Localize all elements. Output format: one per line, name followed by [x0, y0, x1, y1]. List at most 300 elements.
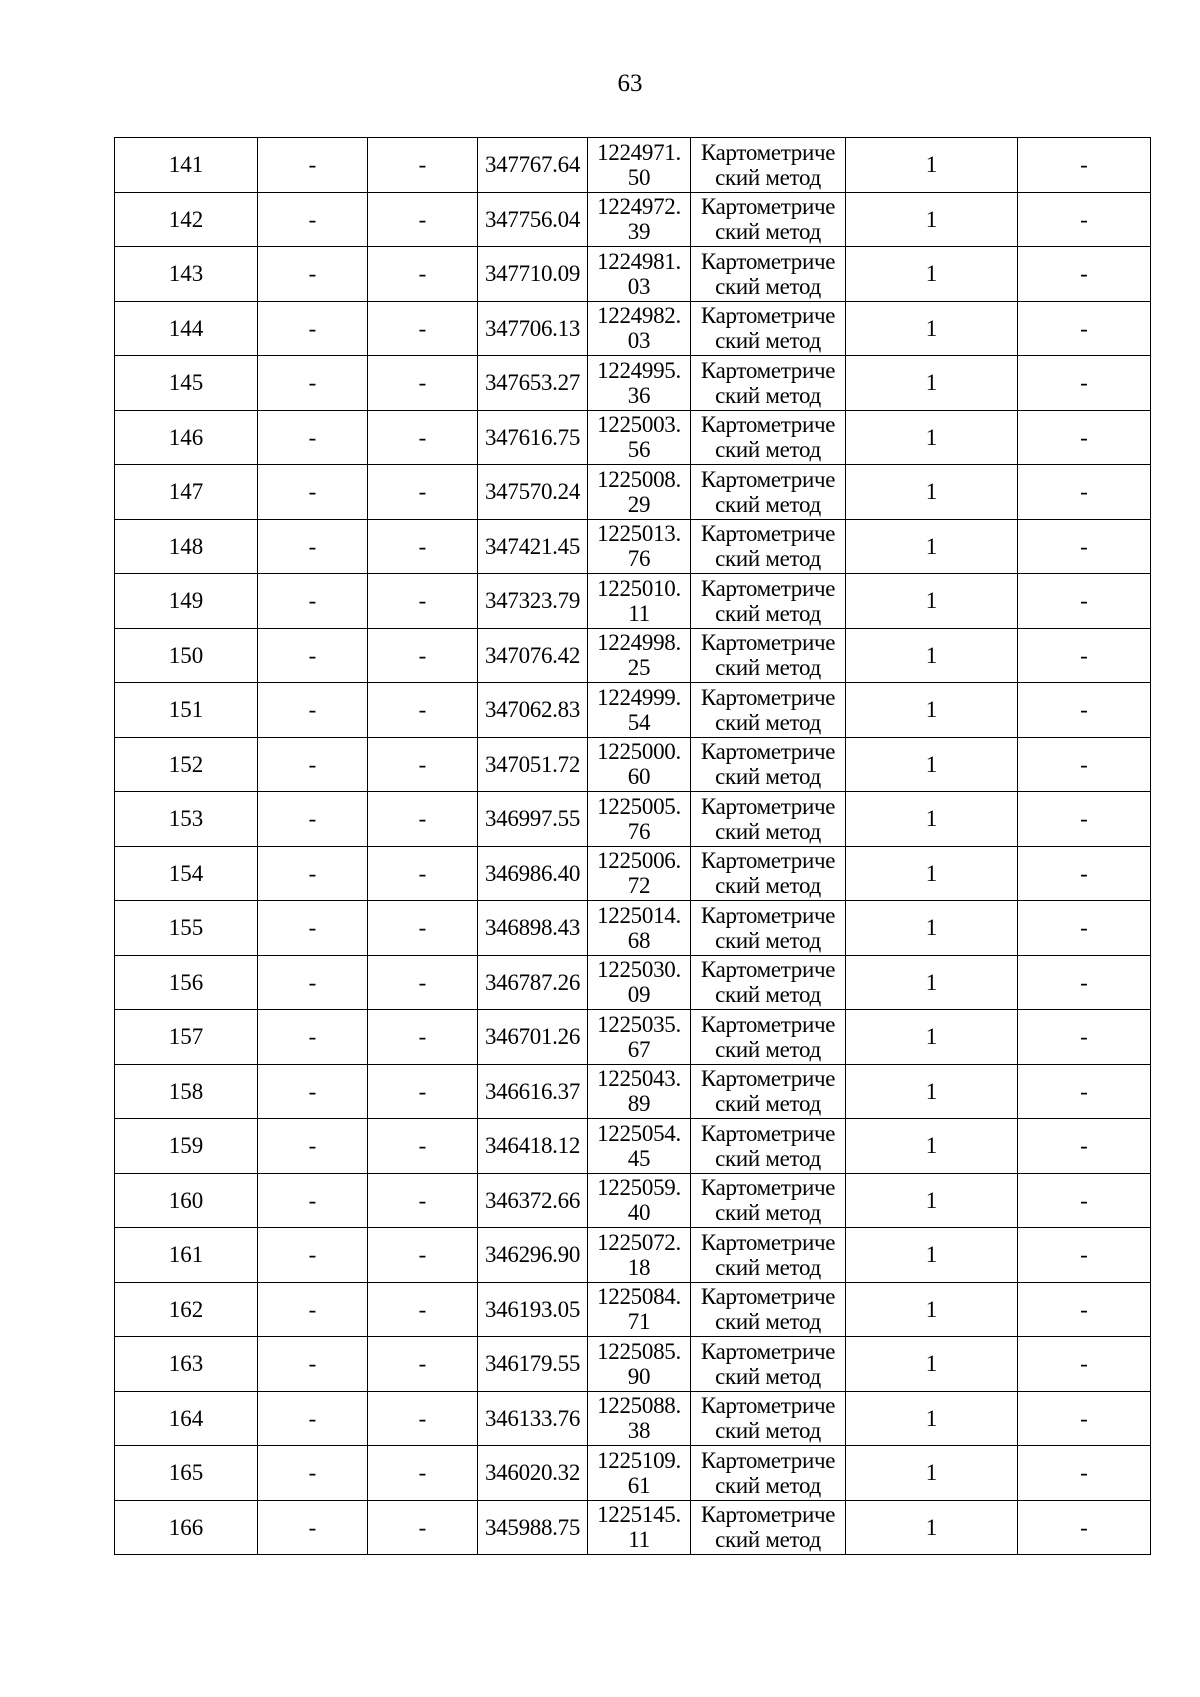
dash-text: - — [418, 751, 427, 777]
dash-cell — [368, 955, 478, 1010]
y-coordinate-cell — [588, 1391, 691, 1446]
dash-text: - — [418, 969, 427, 995]
accuracy-text: 1 — [925, 152, 938, 178]
x-coordinate-cell — [478, 1119, 588, 1174]
dash-text: - — [1080, 642, 1088, 668]
accuracy-cell — [846, 410, 1018, 465]
dash-cell — [1018, 1010, 1151, 1065]
dash-text: - — [308, 1351, 317, 1377]
dash-cell — [258, 1282, 368, 1337]
accuracy-cell — [846, 846, 1018, 901]
y-coordinate-cell — [588, 1010, 691, 1065]
point-number-text: 154 — [168, 860, 204, 886]
x-coordinate-text: 347570.24 — [484, 479, 581, 505]
point-number-cell — [115, 1500, 258, 1555]
y-coordinate-text: 1225145. — [597, 1502, 681, 1528]
x-coordinate-text: 345988.75 — [484, 1514, 581, 1540]
dash-cell — [258, 1119, 368, 1174]
method-text: ский метод — [715, 491, 821, 517]
dash-text: - — [418, 860, 427, 886]
point-number-cell — [115, 628, 258, 683]
table-row — [115, 1500, 1151, 1555]
table-row — [115, 683, 1151, 738]
method-text: ский метод — [715, 873, 821, 899]
method-text: Картометриче — [700, 466, 836, 492]
dash-cell — [1018, 519, 1151, 574]
method-text: Картометриче — [700, 1502, 836, 1528]
dash-text: - — [418, 1187, 427, 1213]
point-number-cell — [115, 574, 258, 629]
point-number-cell — [115, 1173, 258, 1228]
dash-cell — [368, 138, 478, 193]
dash-cell — [368, 901, 478, 956]
dash-cell — [1018, 1064, 1151, 1119]
dash-text: - — [418, 533, 427, 559]
method-text: Картометриче — [700, 1284, 836, 1310]
method-cell — [691, 410, 846, 465]
y-coordinate-text: 67 — [627, 1036, 651, 1062]
point-number-cell — [115, 1010, 258, 1065]
dash-text: - — [308, 206, 317, 232]
y-coordinate-cell — [588, 628, 691, 683]
x-coordinate-text: 346372.66 — [484, 1187, 581, 1213]
point-number-text: 144 — [168, 315, 204, 341]
method-text: Картометриче — [700, 1393, 836, 1419]
y-coordinate-text: 1225085. — [597, 1338, 681, 1364]
y-coordinate-text: 1225006. — [597, 848, 681, 874]
dash-cell — [1018, 301, 1151, 356]
method-text: ский метод — [715, 1527, 821, 1553]
x-coordinate-cell — [478, 192, 588, 247]
point-number-text: 153 — [168, 806, 204, 832]
point-number-cell — [115, 683, 258, 738]
x-coordinate-cell — [478, 955, 588, 1010]
method-text: ский метод — [715, 655, 821, 681]
point-number-cell — [115, 1282, 258, 1337]
dash-text: - — [308, 152, 317, 178]
accuracy-cell — [846, 1228, 1018, 1283]
point-number-text: 165 — [168, 1460, 204, 1486]
dash-cell — [258, 1500, 368, 1555]
dash-text: - — [1080, 1460, 1088, 1486]
y-coordinate-text: 29 — [627, 491, 651, 517]
accuracy-cell — [846, 901, 1018, 956]
dash-text: - — [308, 588, 317, 614]
method-cell — [691, 192, 846, 247]
point-number-text: 152 — [168, 751, 204, 777]
y-coordinate-cell — [588, 247, 691, 302]
method-text: ский метод — [715, 764, 821, 790]
dash-cell — [368, 301, 478, 356]
method-cell — [691, 737, 846, 792]
y-coordinate-text: 54 — [627, 709, 651, 735]
x-coordinate-text: 346296.90 — [484, 1242, 581, 1268]
point-number-cell — [115, 410, 258, 465]
method-text: Картометриче — [700, 412, 836, 438]
accuracy-text: 1 — [925, 806, 938, 832]
dash-text: - — [308, 860, 317, 886]
point-number-cell — [115, 465, 258, 520]
x-coordinate-text: 347653.27 — [484, 370, 581, 396]
x-coordinate-cell — [478, 574, 588, 629]
accuracy-cell — [846, 519, 1018, 574]
accuracy-cell — [846, 1010, 1018, 1065]
dash-text: - — [308, 697, 317, 723]
y-coordinate-cell — [588, 1337, 691, 1392]
dash-text: - — [1080, 370, 1088, 396]
dash-text: - — [418, 1242, 427, 1268]
point-number-cell — [115, 301, 258, 356]
dash-cell — [368, 247, 478, 302]
dash-text: - — [1080, 479, 1088, 505]
point-number-cell — [115, 1391, 258, 1446]
method-cell — [691, 628, 846, 683]
dash-cell — [1018, 1446, 1151, 1501]
dash-text: - — [418, 697, 427, 723]
accuracy-cell — [846, 1282, 1018, 1337]
y-coordinate-text: 90 — [627, 1363, 651, 1389]
table-row — [115, 955, 1151, 1010]
accuracy-cell — [846, 792, 1018, 847]
y-coordinate-text: 1225008. — [597, 466, 681, 492]
method-text: Картометриче — [700, 357, 836, 383]
method-cell — [691, 1500, 846, 1555]
y-coordinate-cell — [588, 138, 691, 193]
accuracy-cell — [846, 737, 1018, 792]
method-text: Картометриче — [700, 739, 836, 765]
dash-text: - — [308, 1514, 317, 1540]
y-coordinate-text: 71 — [627, 1309, 651, 1335]
y-coordinate-text: 1224972. — [597, 194, 681, 220]
accuracy-cell — [846, 465, 1018, 520]
y-coordinate-text: 68 — [627, 927, 651, 953]
accuracy-cell — [846, 574, 1018, 629]
table-row — [115, 628, 1151, 683]
dash-cell — [368, 1391, 478, 1446]
y-coordinate-text: 1225072. — [597, 1229, 681, 1255]
table-row — [115, 1282, 1151, 1337]
y-coordinate-text: 25 — [627, 655, 651, 681]
accuracy-cell — [846, 138, 1018, 193]
table-row — [115, 901, 1151, 956]
accuracy-text: 1 — [925, 1351, 938, 1377]
y-coordinate-text: 1224982. — [597, 303, 681, 329]
method-text: Картометриче — [700, 194, 836, 220]
method-text: ский метод — [715, 437, 821, 463]
dash-text: - — [418, 915, 427, 941]
dash-cell — [368, 519, 478, 574]
dash-text: - — [1080, 697, 1088, 723]
method-cell — [691, 901, 846, 956]
y-coordinate-text: 03 — [627, 328, 651, 354]
point-number-cell — [115, 519, 258, 574]
dash-text: - — [308, 1296, 317, 1322]
accuracy-cell — [846, 955, 1018, 1010]
method-cell — [691, 1282, 846, 1337]
y-coordinate-text: 60 — [627, 764, 651, 790]
method-text: ский метод — [715, 709, 821, 735]
point-number-text: 143 — [168, 261, 204, 287]
x-coordinate-cell — [478, 901, 588, 956]
accuracy-text: 1 — [925, 969, 938, 995]
dash-cell — [368, 683, 478, 738]
dash-cell — [368, 1173, 478, 1228]
dash-text: - — [308, 479, 317, 505]
method-text: Картометриче — [700, 521, 836, 547]
dash-cell — [1018, 683, 1151, 738]
table-row — [115, 1173, 1151, 1228]
dash-text: - — [418, 261, 427, 287]
point-number-text: 156 — [168, 969, 204, 995]
dash-cell — [258, 138, 368, 193]
x-coordinate-cell — [478, 247, 588, 302]
y-coordinate-text: 89 — [627, 1091, 651, 1117]
y-coordinate-text: 18 — [627, 1254, 651, 1280]
y-coordinate-text: 1225059. — [597, 1175, 681, 1201]
x-coordinate-cell — [478, 1500, 588, 1555]
dash-cell — [368, 192, 478, 247]
coordinates-table — [114, 137, 1151, 1555]
x-coordinate-text: 347756.04 — [484, 206, 581, 232]
method-text: ский метод — [715, 1418, 821, 1444]
x-coordinate-cell — [478, 1446, 588, 1501]
accuracy-cell — [846, 628, 1018, 683]
x-coordinate-cell — [478, 465, 588, 520]
y-coordinate-cell — [588, 1064, 691, 1119]
point-number-cell — [115, 1337, 258, 1392]
y-coordinate-cell — [588, 1282, 691, 1337]
x-coordinate-text: 347062.83 — [484, 697, 581, 723]
point-number-cell — [115, 1119, 258, 1174]
y-coordinate-text: 50 — [627, 164, 651, 190]
method-text: ский метод — [715, 982, 821, 1008]
method-text: Картометриче — [700, 575, 836, 601]
dash-text: - — [1080, 588, 1088, 614]
y-coordinate-text: 36 — [627, 382, 651, 408]
method-text: ский метод — [715, 273, 821, 299]
method-text: Картометриче — [700, 630, 836, 656]
point-number-cell — [115, 737, 258, 792]
x-coordinate-cell — [478, 792, 588, 847]
point-number-cell — [115, 138, 258, 193]
point-number-text: 141 — [168, 152, 204, 178]
dash-cell — [368, 1064, 478, 1119]
dash-cell — [1018, 792, 1151, 847]
dash-cell — [368, 846, 478, 901]
y-coordinate-cell — [588, 465, 691, 520]
method-cell — [691, 1446, 846, 1501]
dash-text: - — [418, 370, 427, 396]
point-number-cell — [115, 955, 258, 1010]
method-cell — [691, 1064, 846, 1119]
method-text: ский метод — [715, 1254, 821, 1280]
y-coordinate-text: 39 — [627, 219, 651, 245]
point-number-cell — [115, 356, 258, 411]
y-coordinate-cell — [588, 901, 691, 956]
dash-text: - — [308, 370, 317, 396]
accuracy-cell — [846, 1500, 1018, 1555]
dash-text: - — [308, 1024, 317, 1050]
point-number-text: 150 — [168, 642, 204, 668]
point-number-text: 149 — [168, 588, 204, 614]
accuracy-text: 1 — [925, 424, 938, 450]
x-coordinate-text: 347051.72 — [484, 751, 581, 777]
method-text: ский метод — [715, 164, 821, 190]
method-cell — [691, 247, 846, 302]
accuracy-text: 1 — [925, 860, 938, 886]
method-cell — [691, 1119, 846, 1174]
method-text: Картометриче — [700, 303, 836, 329]
dash-text: - — [1080, 860, 1088, 886]
point-number-text: 148 — [168, 533, 204, 559]
x-coordinate-cell — [478, 410, 588, 465]
x-coordinate-text: 347710.09 — [484, 261, 581, 287]
dash-text: - — [308, 261, 317, 287]
accuracy-text: 1 — [925, 1078, 938, 1104]
method-cell — [691, 955, 846, 1010]
accuracy-cell — [846, 1337, 1018, 1392]
x-coordinate-cell — [478, 1064, 588, 1119]
dash-cell — [1018, 1173, 1151, 1228]
x-coordinate-cell — [478, 1010, 588, 1065]
table-row — [115, 1119, 1151, 1174]
point-number-text: 146 — [168, 424, 204, 450]
table-row — [115, 1228, 1151, 1283]
dash-cell — [368, 410, 478, 465]
dash-cell — [368, 1446, 478, 1501]
method-text: ский метод — [715, 219, 821, 245]
method-text: Картометриче — [700, 1338, 836, 1364]
y-coordinate-text: 61 — [627, 1472, 651, 1498]
x-coordinate-text: 346179.55 — [484, 1351, 581, 1377]
dash-text: - — [418, 1351, 427, 1377]
dash-text: - — [308, 424, 317, 450]
dash-text: - — [1080, 1514, 1088, 1540]
method-text: ский метод — [715, 818, 821, 844]
x-coordinate-text: 346997.55 — [484, 806, 581, 832]
x-coordinate-cell — [478, 301, 588, 356]
dash-text: - — [1080, 1078, 1088, 1104]
dash-cell — [258, 628, 368, 683]
method-cell — [691, 1337, 846, 1392]
dash-cell — [368, 792, 478, 847]
dash-text: - — [418, 1405, 427, 1431]
method-text: ский метод — [715, 1309, 821, 1335]
dash-cell — [368, 628, 478, 683]
dash-text: - — [308, 1133, 317, 1159]
dash-cell — [1018, 1500, 1151, 1555]
table-row — [115, 1337, 1151, 1392]
dash-cell — [258, 901, 368, 956]
dash-text: - — [418, 588, 427, 614]
method-text: Картометриче — [700, 1229, 836, 1255]
y-coordinate-cell — [588, 574, 691, 629]
point-number-text: 164 — [168, 1405, 204, 1431]
y-coordinate-cell — [588, 1173, 691, 1228]
method-text: Картометриче — [700, 1066, 836, 1092]
dash-cell — [368, 1337, 478, 1392]
x-coordinate-cell — [478, 737, 588, 792]
accuracy-text: 1 — [925, 697, 938, 723]
dash-text: - — [308, 1187, 317, 1213]
y-coordinate-text: 1225109. — [597, 1447, 681, 1473]
dash-text: - — [308, 969, 317, 995]
table-row — [115, 247, 1151, 302]
dash-cell — [258, 465, 368, 520]
y-coordinate-cell — [588, 1228, 691, 1283]
y-coordinate-text: 1225035. — [597, 1011, 681, 1037]
dash-text: - — [308, 533, 317, 559]
x-coordinate-text: 346616.37 — [484, 1078, 581, 1104]
y-coordinate-text: 76 — [627, 818, 651, 844]
dash-cell — [258, 1173, 368, 1228]
table-row — [115, 138, 1151, 193]
dash-cell — [258, 1446, 368, 1501]
accuracy-cell — [846, 1391, 1018, 1446]
dash-cell — [1018, 1391, 1151, 1446]
accuracy-text: 1 — [925, 206, 938, 232]
dash-cell — [1018, 410, 1151, 465]
dash-text: - — [1080, 152, 1088, 178]
table-row — [115, 1064, 1151, 1119]
point-number-text: 161 — [168, 1242, 204, 1268]
x-coordinate-cell — [478, 1282, 588, 1337]
y-coordinate-text: 1225003. — [597, 412, 681, 438]
dash-cell — [368, 356, 478, 411]
dash-text: - — [418, 1133, 427, 1159]
accuracy-text: 1 — [925, 533, 938, 559]
accuracy-text: 1 — [925, 1242, 938, 1268]
dash-text: - — [418, 806, 427, 832]
point-number-text: 147 — [168, 479, 204, 505]
table-row — [115, 792, 1151, 847]
dash-text: - — [1080, 1133, 1088, 1159]
y-coordinate-text: 1224971. — [597, 139, 681, 165]
dash-cell — [1018, 1337, 1151, 1392]
dash-text: - — [418, 642, 427, 668]
x-coordinate-text: 346787.26 — [484, 969, 581, 995]
dash-text: - — [418, 206, 427, 232]
point-number-cell — [115, 901, 258, 956]
table-row — [115, 192, 1151, 247]
table-row — [115, 1010, 1151, 1065]
method-cell — [691, 683, 846, 738]
dash-cell — [1018, 574, 1151, 629]
dash-text: - — [418, 1024, 427, 1050]
x-coordinate-text: 346193.05 — [484, 1296, 581, 1322]
point-number-cell — [115, 192, 258, 247]
table-row — [115, 301, 1151, 356]
dash-cell — [1018, 247, 1151, 302]
dash-cell — [368, 465, 478, 520]
table-row — [115, 465, 1151, 520]
table-row — [115, 1446, 1151, 1501]
point-number-text: 160 — [168, 1187, 204, 1213]
point-number-cell — [115, 1446, 258, 1501]
y-coordinate-text: 1225005. — [597, 793, 681, 819]
dash-text: - — [418, 315, 427, 341]
dash-cell — [1018, 465, 1151, 520]
dash-text: - — [308, 1460, 317, 1486]
y-coordinate-text: 09 — [627, 982, 651, 1008]
accuracy-cell — [846, 1119, 1018, 1174]
dash-cell — [1018, 1119, 1151, 1174]
x-coordinate-cell — [478, 683, 588, 738]
table-row — [115, 574, 1151, 629]
table-row — [115, 737, 1151, 792]
method-cell — [691, 1173, 846, 1228]
dash-cell — [368, 574, 478, 629]
